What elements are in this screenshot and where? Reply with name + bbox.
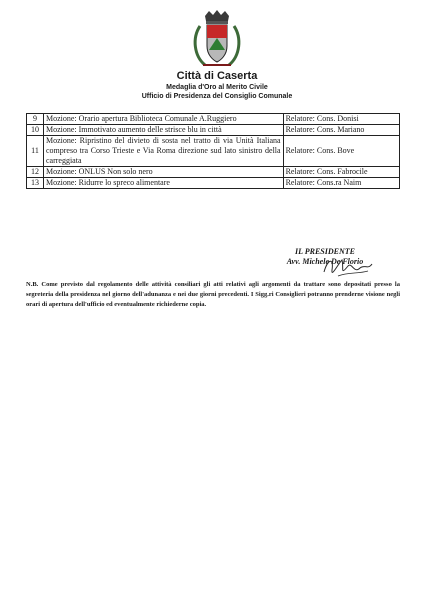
motion-title: Mozione: ONLUS Non solo nero	[43, 167, 283, 178]
handwritten-signature-icon	[318, 254, 378, 280]
city-name: Città di Caserta	[176, 70, 258, 82]
table-row	[27, 136, 400, 167]
city-crest-icon	[191, 10, 243, 70]
item-number: 13	[27, 178, 44, 189]
item-number: 11	[27, 136, 44, 167]
speaker: Relatore: Cons. Donisi	[283, 114, 399, 125]
item-number: 12	[27, 167, 44, 178]
president-title: IL PRESIDENTE	[295, 247, 355, 256]
table-row	[27, 167, 400, 178]
medal-line: Medaglia d'Oro al Merito Civile	[166, 84, 268, 91]
motion-title: Mozione: Immotivato aumento delle strisce blu in città	[43, 125, 283, 136]
table-row	[27, 125, 400, 136]
table-row	[27, 114, 400, 125]
speaker: Relatore: Cons. Mariano	[283, 125, 399, 136]
table-row	[27, 178, 400, 189]
footnote: N.B. Come previsto dal regolamento delle attività consiliari gli atti relativi agli argomenti da trattare sono depositati presso la segreteria della presidenza nel giorno dell'adunanza e nei due giorni precedenti. I Sigg.ri Consiglieri potranno prenderne visione negli orari di apertura dell'ufficio ed eventualmente richiederne copia.	[26, 281, 400, 308]
item-number: 10	[27, 125, 44, 136]
item-number: 9	[27, 114, 44, 125]
speaker: Relatore: Cons.ra Naim	[283, 178, 399, 189]
motion-title: Mozione: Ridurre lo spreco alimentare	[43, 178, 283, 189]
president-name: Avv. Michele De Florio	[286, 257, 364, 266]
speaker: Relatore: Cons. Bove	[283, 136, 399, 167]
motion-title: Mozione: Orario apertura Biblioteca Comunale A.Ruggiero	[43, 114, 283, 125]
agenda-table	[26, 113, 400, 189]
letterhead	[0, 70, 434, 101]
motion-title: Mozione: Ripristino del divieto di sosta nel tratto di via Unità Italiana compreso tra Corso Trieste e Via Roma direzione sud lato sinistro della carreggiata	[43, 136, 283, 167]
speaker: Relatore: Cons. Fabrocile	[283, 167, 399, 178]
office-line: Ufficio di Presidenza del Consiglio Comunale	[141, 93, 293, 100]
